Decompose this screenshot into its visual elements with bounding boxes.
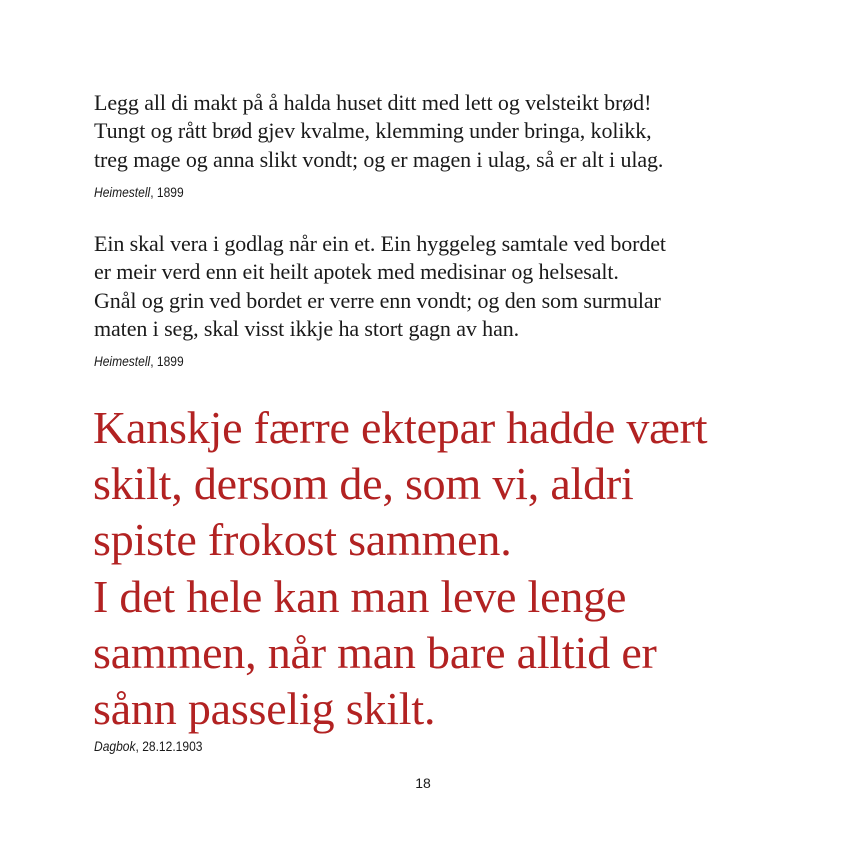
source-year: , 1899 xyxy=(150,353,184,369)
quote-line: er meir verd enn eit heilt apotek med medisinar og helsesalt. xyxy=(94,259,619,285)
highlight-quote-line: skilt, dersom de, som vi, aldri xyxy=(93,458,634,510)
source-year: , 1899 xyxy=(150,184,184,200)
quote-heimestell-bread xyxy=(94,89,814,174)
quote-source xyxy=(94,184,184,200)
source-title: Dagbok xyxy=(94,738,136,754)
source-title: Heimestell xyxy=(94,184,151,200)
highlight-quote-line: spiste frokost sammen. xyxy=(93,514,512,566)
highlight-quote-line: Kanskje færre ektepar hadde vært xyxy=(93,402,708,453)
quote-line: Gnål og grin ved bordet er verre enn vondt; og den som surmular xyxy=(94,287,661,313)
quote-line: maten i seg, skal visst ikkje ha stort gagn av han. xyxy=(94,316,520,342)
page-number: 18 xyxy=(415,775,431,791)
highlight-quote-line: I det hele kan man leve lenge xyxy=(93,570,627,622)
highlight-quote xyxy=(93,400,833,737)
highlight-quote-line: sånn passelig skilt. xyxy=(93,683,436,735)
source-date: , 28.12.1903 xyxy=(135,738,203,754)
quote-heimestell-mood xyxy=(94,230,814,344)
quote-source xyxy=(94,738,202,754)
quote-line: Ein skal vera i godlag når ein et. Ein hyggeleg samtale ved bordet xyxy=(94,231,666,256)
highlight-quote-line: sammen, når man bare alltid er xyxy=(93,626,657,678)
quote-line: Legg all di makt på å halda huset ditt med lett og velsteikt brød! xyxy=(94,90,652,115)
quote-line: treg mage og anna slikt vondt; og er magen i ulag, så er alt i ulag. xyxy=(94,146,664,172)
source-title: Heimestell xyxy=(94,353,151,369)
quote-source xyxy=(94,353,184,369)
quote-line: Tungt og rått brød gjev kvalme, klemming under bringa, kolikk, xyxy=(94,118,652,144)
